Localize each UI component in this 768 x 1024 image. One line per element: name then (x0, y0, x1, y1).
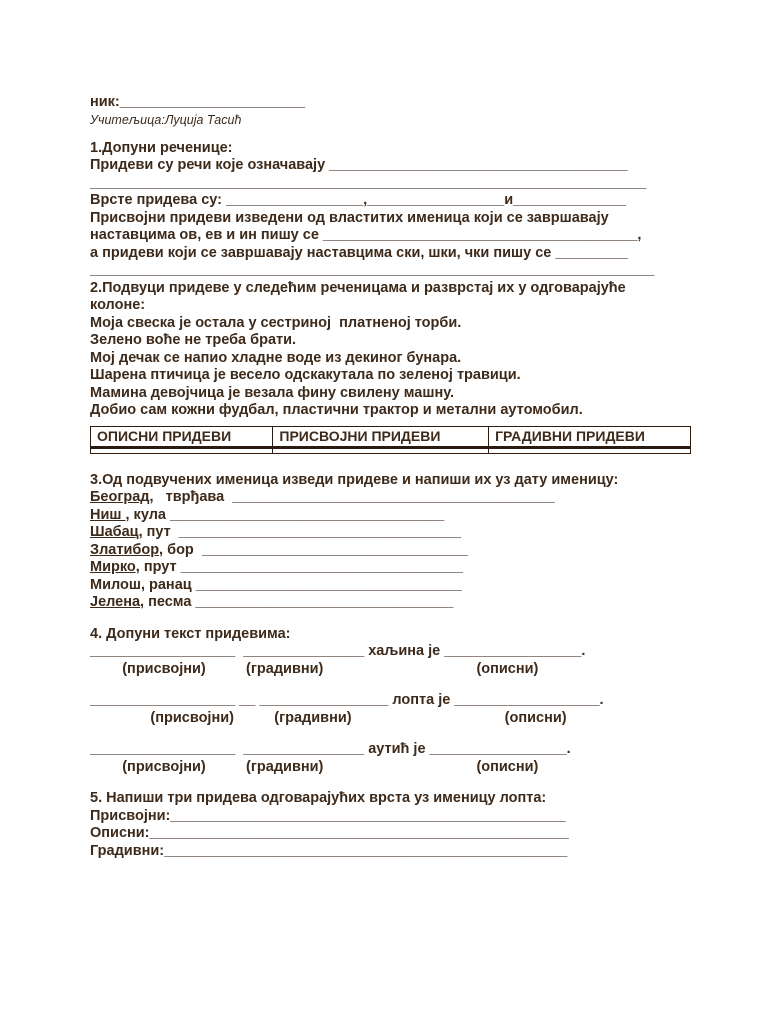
q3-noun: Мирко, (90, 559, 140, 575)
q4-blank-line: __________________ __ ________________ лопта је __________________. (90, 692, 604, 708)
q3-noun: Ниш , (90, 506, 130, 523)
q4-labels: (присвојни) (градивни) (описни) (90, 660, 539, 677)
q1-line: _____________________________________________________________________ (90, 174, 647, 191)
q3-noun: Милош, (90, 576, 145, 593)
column-cell (273, 447, 489, 453)
q2-sentence: Добио сам кожни фудбал, пластични трактор и метални аутомобил. (90, 402, 583, 418)
q3-item (90, 594, 710, 612)
q4-labels: (присвојни) (градивни) (описни) (90, 758, 539, 775)
q1-line: Врсте придева су: _________________,_________________и______________ (90, 192, 627, 208)
q3-item (90, 542, 710, 560)
column-header-descriptive: ОПИСНИ ПРИДЕВИ (91, 426, 273, 447)
q3-noun: Јелена, (90, 594, 145, 610)
q2-sentence: Шарена птичица је весело одскакутала по зеленој травици. (90, 367, 521, 383)
q3-item (90, 524, 710, 542)
q3-noun: Златибор, (90, 541, 164, 558)
q3-item (90, 577, 710, 595)
q3-rest: кула __________________________________ (129, 506, 445, 523)
q2-title-cont: колоне: (90, 297, 146, 313)
column-cell (91, 447, 273, 453)
q3-item (90, 489, 710, 507)
q1-line: Присвојни придеви изведени од властитих именица који се завршавају (90, 209, 609, 226)
q3-rest: ранац _________________________________ (144, 576, 462, 593)
q2-title: 2.Подвуци придеве у следећим реченицама и разврстај их у одговарајуће (90, 279, 626, 296)
q3-rest: пут ___________________________________ (142, 524, 462, 540)
q3-rest: песма ________________________________ (144, 594, 454, 610)
q3-rest: тврђава ________________________________________ (153, 489, 555, 505)
q4-title: 4. Допуни текст придевима: (90, 625, 291, 642)
column-header-material: ГРАДИВНИ ПРИДЕВИ (489, 426, 691, 447)
q3-item (90, 559, 710, 577)
q2-sentence: Мој дечак се напио хладне воде из декиног бунара. (90, 349, 462, 366)
q2-sentence: Мамина девојчица је везала фину свилену машну. (90, 384, 455, 401)
q4-labels: (присвојни) (градивни) (описни) (90, 709, 567, 726)
column-header-possessive: ПРИСВОЈНИ ПРИДЕВИ (273, 426, 489, 447)
q3-item (90, 507, 710, 525)
q5-title: 5. Напиши три придева одговарајућих врста уз именицу лопта: (90, 790, 547, 806)
q3-title: 3.Од подвучених именица изведи придеве и напиши их уз дату именицу: (90, 471, 619, 488)
q1-line: ______________________________________________________________________ (90, 262, 655, 278)
teacher-name: Учитељица:Луција Тасић (90, 112, 242, 127)
q1-line: наставцима ов, ев и ин пишу се _______________________________________, (90, 227, 642, 243)
adjective-columns-table (90, 426, 691, 454)
q2-sentence: Моја свеска је остала у сестриној платненој торби. (90, 314, 462, 331)
q5-line-material: Градивни:__________________________________________________ (90, 842, 568, 859)
q1-title: 1.Допуни реченице: (90, 139, 233, 156)
q4-blank-line: __________________ _______________ аутић је _________________. (90, 741, 571, 757)
student-name-line: ник:_______________________ (90, 94, 306, 110)
q4-blank-line: __________________ _______________ хаљина је _________________. (90, 643, 586, 659)
q2-sentence: Зелено воће не треба брати. (90, 332, 297, 348)
q3-noun: Београд, (90, 489, 154, 505)
q3-rest: прут ___________________________________ (139, 559, 463, 575)
q3-noun: Шабац, (90, 524, 143, 540)
q1-line: Придеви су речи које означавају _____________________________________ (90, 157, 628, 173)
q1-line: а придеви који се завршавају наставцима ски, шки, чки пишу се _________ (90, 244, 628, 261)
column-cell (489, 447, 691, 453)
q5-line-descriptive: Описни:____________________________________________________ (90, 825, 569, 841)
worksheet (90, 94, 710, 860)
q3-rest: бор _________________________________ (163, 541, 468, 558)
q5-line-possessive: Присвојни:_________________________________________________ (90, 807, 566, 824)
